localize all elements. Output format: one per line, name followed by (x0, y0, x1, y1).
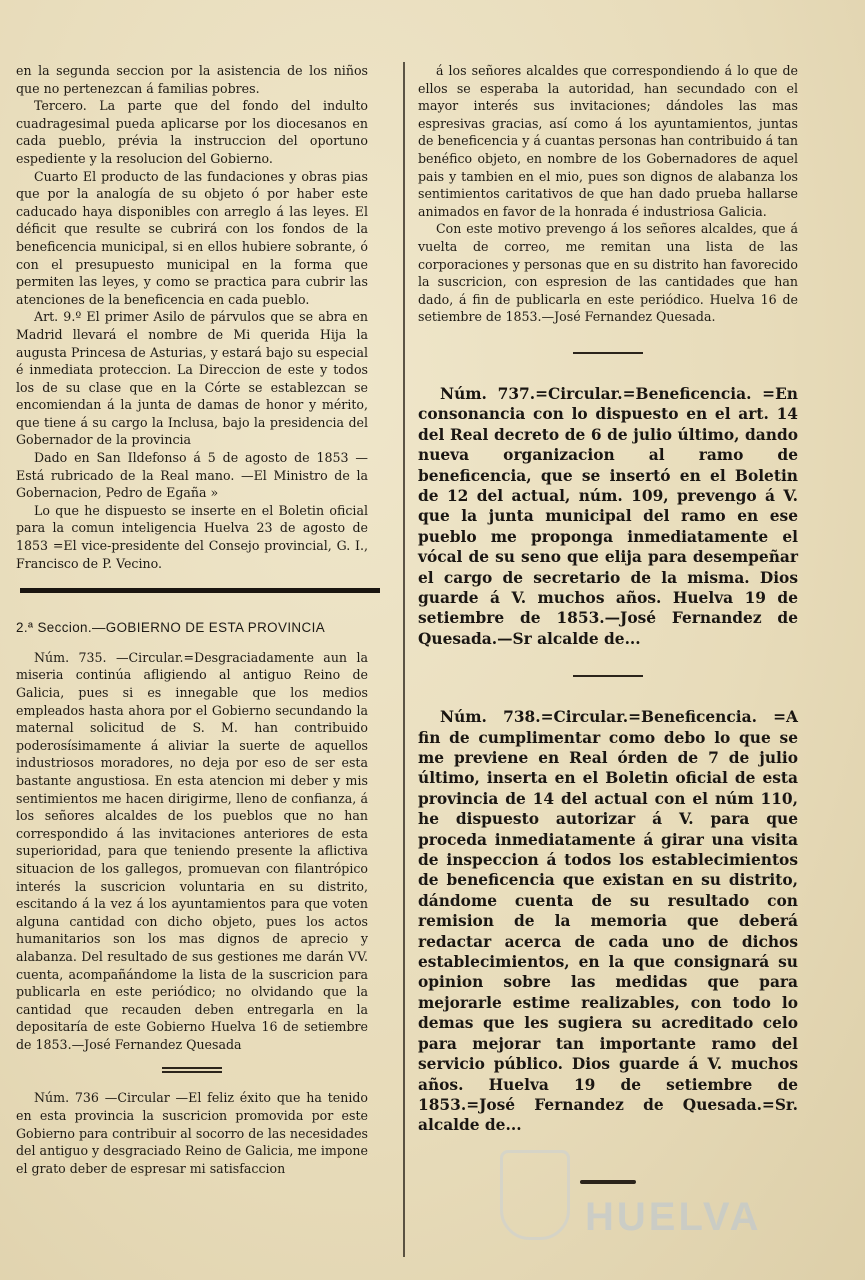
circular-736: Núm. 736 —Circular —El feliz éxito que ha tenido en esta provincia la suscricion promovida por este Gobierno para contribuir al socorro de las necesidades del antiguo y desgraciado Reino de Galicia, me impone el grato deber de espresar mi satisfaccion (16, 1090, 368, 1176)
watermark-text: HUELVA (585, 1195, 762, 1239)
paragraph-article-9: Art. 9.º El primer Asilo de párvulos que se abra en Madrid llevará el nombre de Mi querida Hija la augusta Princesa de Asturias, y estará bajo su especial é inmediata proteccion. La Direccion de este y todos los de su clase que en la Córte se establezcan se encomiendan á la junta de damas de honor y mérito, que tiene á su cargo la Inclusa, bajo la presidencia del Gobernador de la provincia (16, 309, 368, 448)
end-ornament (580, 1180, 636, 1184)
paragraph-con-este-motivo: Con este motivo prevengo á los señores alcaldes, que á vuelta de correo, me remitan una lista de las corporaciones y personas que en su distrito han favorecido la suscricion, con espresion de las cantidades que han dado, á fin de publicarla en este periódico. Huelva 16 de setiembre de 1853.—José Fernandez Quesada. (418, 221, 798, 325)
paragraph-dado-en: Dado en San Ildefonso á 5 de agosto de 1853 — Está rubricado de la Real mano. —El Ministro de la Gobernacion, Pedro de Egaña » (16, 450, 368, 501)
column-divider (403, 62, 405, 1257)
paragraph-lo-que: Lo que he dispuesto se inserte en el Boletin oficial para la comun inteligencia Huelva 23 de agosto de 1853 =El vice-presidente del Consejo provincial, G. I., Francisco de P. Vecino. (16, 502, 368, 571)
separator-rule (573, 352, 643, 354)
paragraph-continuation: en la segunda seccion por la asistencia de los niños que no pertenezcan á familias pobres. (16, 63, 368, 96)
left-column (16, 62, 368, 1177)
separator-rule-2 (573, 675, 643, 677)
paragraph-736-continued: á los señores alcaldes que correspondiendo á lo que de ellos se esperaba la autoridad, han secundado con el mayor interés sus invitaciones; dándoles las mas espresivas gracias, así como á los ayuntamientos, juntas de beneficencia y á cuantas personas han contribuido á tan benéfico objeto, en nombre de los Gobernadores de aquel pais y tambien en el mio, pues son dignos de alabanza los sentimientos caritativos de que han dado prueba hallarse animados en favor de la honrada é industriosa Galicia. (418, 63, 798, 219)
separator-ornament (162, 1067, 222, 1073)
circular-738: Núm. 738.=Circular.=Beneficencia. =A fin de cumplimentar como debo lo que se me previene en Real órden de 7 de julio último, inserta en el Boletin oficial de esta provincia de 14 del actual con el núm 110, he dispuesto autorizar á V. para que proceda inmediatamente á girar una visita de inspeccion á todos los establecimientos de beneficencia que existan en su distrito, dándome cuenta de su resultado con remision de la memoria que deberá redactar acerca de cada uno de dichos establecimientos, en la que consignará su opinion sobre las medidas que para mejorarle estime realizables, con todo lo demas que les sugiera su acreditado celo para mejorar tan importante ramo del servicio público. Dios guarde á V. muchos años. Huelva 19 de setiembre de 1853.=José Fernandez de Quesada.=Sr. alcalde de... (418, 708, 798, 1135)
paragraph-tercero: Tercero. La parte que del fondo del indulto cuadragesimal pueda aplicarse por los diocesanos en cada pueblo, prévia la instruccion del oportuno espediente y la resolucion del Gobierno. (16, 98, 368, 166)
watermark-emblem (500, 1150, 570, 1240)
circular-735: Núm. 735. —Circular.=Desgraciadamente aun la miseria continúa afligiendo al antiguo Reino de Galicia, pues si es innegable que los medios empleados hasta ahora por el Gobierno secundando la maternal solicitud de S. M. han contribuido poderosísimamente á aliviar la suerte de aquellos industriosos moradores, no deja por eso de ser esta bastante angustiosa. En esta atencion mi deber y mis sentimientos me hacen dirigirme, lleno de confianza, á los señores alcaldes de los pueblos que no han correspondido á las invitaciones anteriores de esta superioridad, para que teniendo presente la aflictiva situacion de los gallegos, promuevan con filantrópico interés la suscricion voluntaria en su distrito, escitando á la vez á los ayuntamientos para que voten alguna cantidad con dicho objeto, pues los actos humanitarios son los mas dignos de aprecio y alabanza. Del resultado de sus gestiones me darán VV. cuenta, acompañándome la lista de la suscricion para publicarla en este periódico; no olvidando que la cantidad que recauden deben entregarla en la depositaría de este Gobierno Huelva 16 de setiembre de 1853.—José Fernandez Quesada (16, 649, 368, 1052)
right-column (418, 62, 798, 1184)
section-rule (20, 588, 380, 593)
circular-737: Núm. 737.=Circular.=Beneficencia. =En consonancia con lo dispuesto en el art. 14 del Real decreto de 6 de julio último, dando nueva organizacion al ramo de beneficencia, que se insertó en el Boletin de 12 del actual, núm. 109, prevengo á V. que la junta municipal del ramo en ese pueblo me proponga inmediatamente el vócal de su seno que elija para desempeñar el cargo de secretario de la misma. Dios guarde á V. muchos años. Huelva 19 de setiembre de 1853.—José Fernandez de Quesada.—Sr alcalde de... (418, 384, 798, 648)
paragraph-cuarto: Cuarto El producto de las fundaciones y obras pias que por la analogía de su objeto ó por haber este caducado haya disponibles con arreglo á las leyes. El déficit que resulte se cubrirá con los fondos de la beneficencia municipal, si en ellos hubiere sobrante, ó con el presupuesto municipal en la forma que permiten las leyes, y como se practica para cubrir las atenciones de la beneficencia en cada pueblo. (16, 168, 368, 307)
section-heading: 2.ª Seccion.—GOBIERNO DE ESTA PROVINCIA (16, 620, 326, 636)
